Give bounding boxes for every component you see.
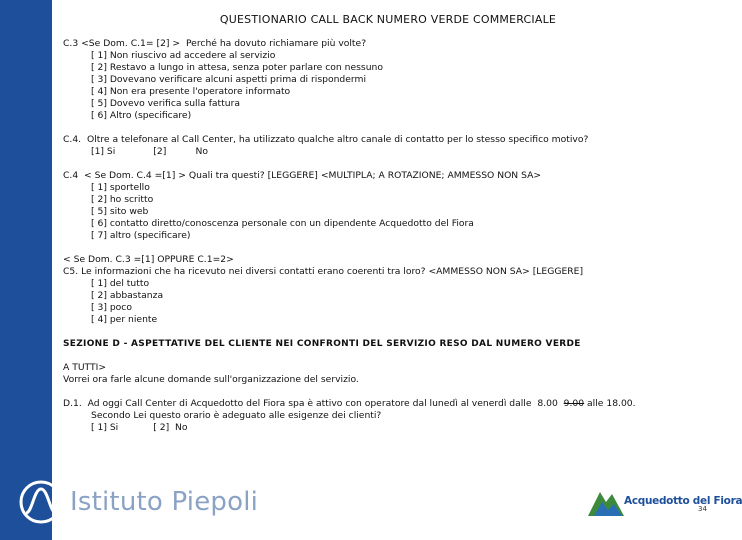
- question-c5: [63, 254, 713, 326]
- option: [ 2] abbastanza: [91, 290, 164, 301]
- option: [ 1] sportello: [91, 182, 150, 193]
- mountain-logo-icon: [588, 486, 628, 520]
- option: [ 2] ho scritto: [91, 194, 154, 205]
- acquedotto-logo: [588, 484, 742, 524]
- option: [ 4] per niente: [91, 314, 158, 325]
- option: [ 2] Restavo a lungo in attesa, senza poter parlare con nessuno: [91, 62, 383, 73]
- question-text: C5. Le informazioni che ha ricevuto nei diversi contatti erano coerenti tra loro? <AMMESSO NON SA> [LEGGERE]: [63, 266, 584, 277]
- page-title: QUESTIONARIO CALL BACK NUMERO VERDE COMMERCIALE: [219, 13, 557, 26]
- option: [ 4] Non era presente l'operatore informato: [91, 86, 291, 97]
- question-text-part: alle 18.00.: [584, 398, 636, 409]
- option: [ 3] Dovevano verificare alcuni aspetti prima di rispondermi: [91, 74, 367, 85]
- left-sidebar-band: [0, 0, 52, 540]
- question-text: C.4. Oltre a telefonare al Call Center, ha utilizzato qualche altro canale di contatto per lo stesso specifico motivo?: [63, 134, 589, 145]
- piepoli-logo-text: Istituto Piepoli: [70, 487, 259, 517]
- piepoli-emblem-icon: [18, 479, 64, 525]
- section-d-heading: [63, 338, 713, 350]
- question-condition: < Se Dom. C.3 =[1] OPPURE C.1=2>: [63, 254, 234, 265]
- question-text-part: D.1. Ad oggi Call Center di Acquedotto del Fiora spa è attivo con operatore dal lunedì al venerdì dalle 8.00: [63, 398, 564, 409]
- istituto-piepoli-logo: [18, 478, 258, 526]
- question-text: C.4 < Se Dom. C.4 =[1] > Quali tra questi? [LEGGERE] <MULTIPLA; A ROTAZIONE; AMMESSO NON SA>: [63, 170, 542, 181]
- answer-options: [1] Si [2] No: [91, 146, 208, 157]
- document-content: [63, 14, 713, 446]
- section-intro: [63, 362, 713, 386]
- question-text: C.3 <Se Dom. C.1= [2] > Perché ha dovuto richiamare più volte?: [63, 38, 367, 49]
- intro-line: Vorrei ora farle alcune domande sull'organizzazione del servizio.: [63, 374, 359, 385]
- question-c4b: [63, 170, 713, 242]
- section-title: SEZIONE D - ASPETTATIVE DEL CLIENTE NEI CONFRONTI DEL SERVIZIO RESO DAL NUMERO VERDE: [63, 339, 581, 349]
- option: [ 1] del tutto: [91, 278, 150, 289]
- option: [ 5] sito web: [91, 206, 149, 217]
- option: [ 6] contatto diretto/conoscenza personale con un dipendente Acquedotto del Fiora: [91, 218, 474, 229]
- question-c3: [63, 38, 713, 122]
- question-d1: [63, 398, 713, 434]
- question-text: [63, 398, 713, 410]
- question-text: Secondo Lei questo orario è adeguato alle esigenze dei clienti?: [91, 410, 382, 421]
- acquedotto-logo-text: Acquedotto del Fiora: [624, 495, 742, 507]
- option: [ 1] Non riuscivo ad accedere al servizio: [91, 50, 276, 61]
- answer-options: [ 1] Si [ 2] No: [91, 422, 188, 433]
- question-c4a: [63, 134, 713, 158]
- option: [ 3] poco: [91, 302, 132, 313]
- intro-line: A TUTTI>: [63, 362, 107, 373]
- page-number: 34: [698, 505, 707, 513]
- option: [ 7] altro (specificare): [91, 230, 191, 241]
- struck-text: 9.00: [563, 398, 585, 409]
- option: [ 5] Dovevo verifica sulla fattura: [91, 98, 240, 109]
- option: [ 6] Altro (specificare): [91, 110, 192, 121]
